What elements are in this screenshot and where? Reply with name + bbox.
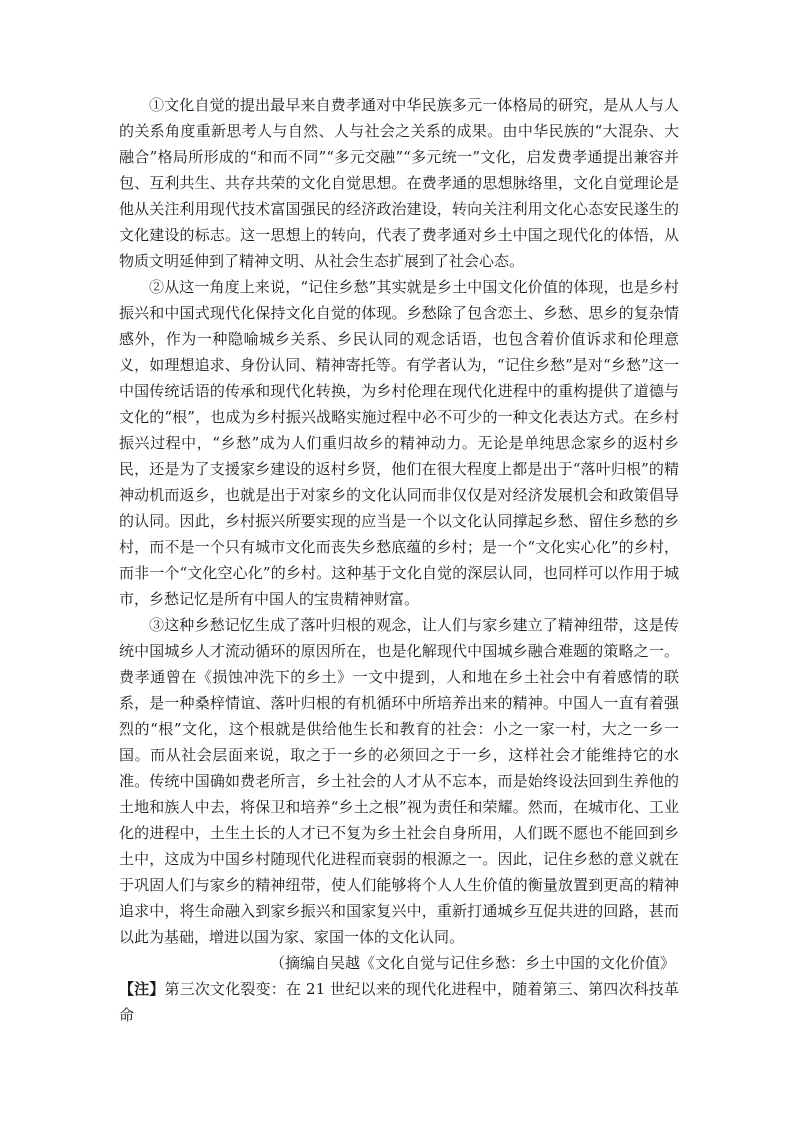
source-citation: （摘编自吴越《文化自觉与记住乡愁：乡土中国的文化价值》: [269, 954, 675, 972]
footnote-label: 【注】: [119, 980, 165, 998]
paragraph-3: ③这种乡愁记忆生成了落叶归根的观念，让人们与家乡建立了精神纽带，这是传统中国城乡人才流动循环的原因所在，也是化解现代中国城乡融合难题的策略之一。费孝通曾在《损蚀冲洗下的乡土》一文中提到，人和地在乡土社会中有着感情的联系，是一种桑梓情谊、落叶归根的有机循环中所培养出来的精神。中国人一直有着强烈的“根”文化，这个根就是供给他生长和教育的社会：小之一家一村，大之一乡一国。而从社会层面来说，取之于一乡的必须回之于一乡，这样社会才能维持它的水准。传统中国确如费老所言，乡土社会的人才从不忘本，而是始终设法回到生养他的土地和族人中去，将保卫和培养“乡土之根”视为责任和荣耀。然而，在城市化、工业化的进程中，土生土长的人才已不复为乡土社会自身所用，人们既不愿也不能回到乡土中，这成为中国乡村随现代化进程而衰弱的根源之一。因此，记住乡愁的意义就在于巩固人们与家乡的精神纽带，使人们能够将个人人生价值的衡量放置到更高的精神追求中，将生命融入到家乡振兴和国家复兴中，重新打通城乡互促共进的回路，甚而以此为基础，增进以国为家、家国一体的文化认同。: [119, 616, 679, 946]
footnote-text: 第三次文化裂变：在 21 世纪以来的现代化进程中，随着第三、第四次科技革命: [119, 980, 679, 1024]
footnote: [119, 976, 679, 1028]
paragraph-2: ②从这一角度上来说，“记住乡愁”其实就是乡土中国文化价值的体现，也是乡村振兴和中国式现代化保持文化自觉的体现。乡愁除了包含恋土、乡愁、思乡的复杂情感外，作为一种隐喻城乡关系、乡民认同的观念话语，也包含着价值诉求和伦理意义，如理想追求、身份认同、精神寄托等。有学者认为，“记住乡愁”是对“乡愁”这一中国传统话语的传承和现代化转换，为乡村伦理在现代化进程中的重构提供了道德与文化的“根”，也成为乡村振兴战略实施过程中必不可少的一种文化表达方式。在乡村振兴过程中，“乡愁”成为人们重归故乡的精神动力。无论是单纯思念家乡的返村乡民，还是为了支援家乡建设的返村乡贤，他们在很大程度上都是出于“落叶归根”的精神动机而返乡，也就是出于对家乡的文化认同而非仅仅是对经济发展机会和政策倡导的认同。因此，乡村振兴所要实现的应当是一个以文化认同撑起乡愁、留住乡愁的乡村，而不是一个只有城市文化而丧失乡愁底蕴的乡村；是一个“文化实心化”的乡村，而非一个“文化空心化”的乡村。这种基于文化自觉的深层认同，也同样可以作用于城市，乡愁记忆是所有中国人的宝贵精神财富。: [119, 278, 679, 608]
paragraph-1: ①文化自觉的提出最早来自费孝通对中华民族多元一体格局的研究，是从人与人的关系角度重新思考人与自然、人与社会之关系的成果。由中华民族的“大混杂、大融合”格局所形成的“和而不同”“多元交融”“多元统一”文化，启发费孝通提出兼容并包、互利共生、共存共荣的文化自觉思想。在费孝通的思想脉络里，文化自觉理论是他从关注利用现代技术富国强民的经济政治建设，转向关注利用文化心态安民遂生的文化建设的标志。这一思想上的转向，代表了费孝通对乡土中国之现代化的体悟，从物质文明延伸到了精神文明、从社会生态扩展到了社会心态。: [119, 96, 679, 270]
article-body: [119, 92, 679, 1028]
